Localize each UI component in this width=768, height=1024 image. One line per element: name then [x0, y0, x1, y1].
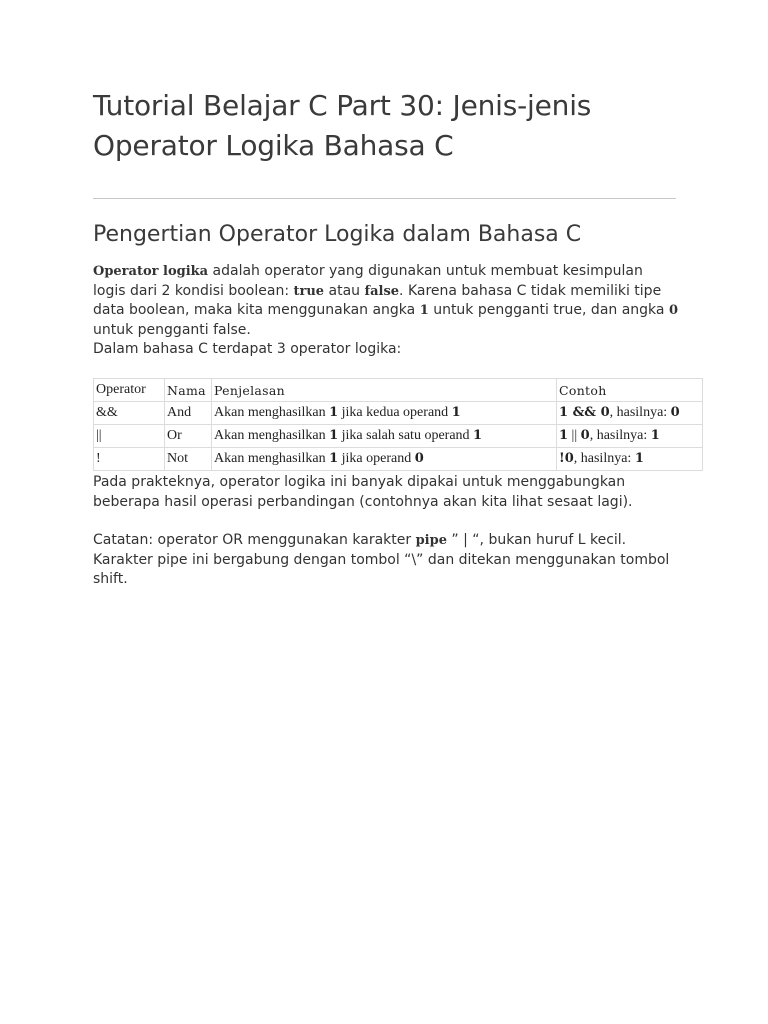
cell-contoh — [557, 402, 703, 425]
contoh-result: 1 — [634, 451, 644, 466]
header-contoh: Contoh — [557, 379, 703, 402]
contoh-expr: !0 — [559, 451, 574, 466]
page-title: Tutorial Belajar C Part 30: Jenis-jenis Operator Logika Bahasa C — [93, 89, 592, 162]
penjelasan-end: 0 — [414, 451, 424, 466]
cell-operator: && — [94, 402, 165, 425]
contoh-mid: , hasilnya: — [573, 451, 635, 466]
praktek-paragraph: Pada prakteknya, operator logika ini banyak dipakai untuk menggabungkan beberapa hasil operasi perbandingan (contohnya akan kita lihat sesaat lagi). — [93, 474, 633, 510]
cell-nama: And — [165, 402, 212, 425]
penjelasan-value: 1 — [329, 451, 339, 466]
contoh-mid: , hasilnya: — [609, 405, 671, 420]
contoh-expr-a: 1 — [559, 428, 569, 443]
cell-operator: || — [94, 425, 165, 448]
table-row-not — [94, 448, 703, 471]
penjelasan-mid: jika operand — [338, 451, 415, 466]
cell-penjelasan — [212, 448, 557, 471]
cell-nama: Or — [165, 425, 212, 448]
title-divider — [93, 198, 676, 199]
penjelasan-end: 1 — [451, 405, 461, 420]
cell-penjelasan — [212, 402, 557, 425]
intro-text-5: untuk pengganti false. — [93, 321, 251, 338]
table-row-or — [94, 425, 703, 448]
intro-text-2: atau — [324, 282, 365, 299]
intro-line-2: Dalam bahasa C terdapat 3 operator logika: — [93, 341, 402, 357]
contoh-mid: , hasilnya: — [589, 428, 651, 443]
penjelasan-mid: jika kedua operand — [338, 405, 452, 420]
penjelasan-prefix: Akan menghasilkan — [214, 451, 330, 466]
operator-table — [93, 378, 703, 471]
catatan-line-2: Karakter pipe ini bergabung dengan tombol “\” dan ditekan menggunakan tombol shift. — [93, 551, 670, 587]
table-row-and — [94, 402, 703, 425]
intro-paragraph — [93, 262, 678, 360]
intro-text-4: untuk pengganti true, dan angka — [428, 302, 669, 318]
cell-contoh — [557, 448, 703, 471]
cell-operator: ! — [94, 448, 165, 471]
keyword-true: true — [293, 283, 325, 299]
cell-contoh — [557, 425, 703, 448]
header-penjelasan: Penjelasan — [212, 379, 557, 402]
table-header-row — [94, 379, 703, 402]
header-nama: Nama — [165, 379, 212, 402]
penjelasan-value: 1 — [329, 428, 339, 443]
header-operator: Operator — [94, 379, 165, 402]
penjelasan-prefix: Akan menghasilkan — [214, 428, 330, 443]
contoh-result: 1 — [650, 428, 660, 443]
value-one: 1 — [419, 303, 429, 318]
intro-text-3: . Karena bahasa C tidak memiliki tipe data boolean, maka kita menggunakan angka — [93, 282, 662, 318]
penjelasan-end: 1 — [473, 428, 483, 443]
value-zero: 0 — [668, 303, 678, 318]
cell-penjelasan — [212, 425, 557, 448]
contoh-expr-b: 0 — [580, 428, 590, 443]
cell-nama: Not — [165, 448, 212, 471]
penjelasan-prefix: Akan menghasilkan — [214, 405, 330, 420]
intro-text-1: adalah operator yang digunakan untuk membuat kesimpulan logis dari 2 kondisi boolean: — [93, 263, 643, 299]
penjelasan-mid: jika salah satu operand — [338, 428, 474, 443]
penjelasan-value: 1 — [329, 405, 339, 420]
catatan-text-2: ” | “, bukan huruf L kecil. — [446, 532, 627, 548]
catatan-text-1: Catatan: operator OR menggunakan karakter — [93, 532, 416, 548]
keyword-false: false — [364, 283, 400, 299]
contoh-expr-op: || — [568, 428, 581, 443]
catatan-paragraph — [93, 531, 678, 590]
contoh-result: 0 — [670, 405, 680, 420]
section-heading: Pengertian Operator Logika dalam Bahasa C — [93, 222, 582, 247]
keyword-pipe: pipe — [415, 533, 447, 548]
term-operator-logika: Operator logika — [93, 264, 209, 279]
contoh-expr: 1 && 0 — [559, 405, 610, 420]
